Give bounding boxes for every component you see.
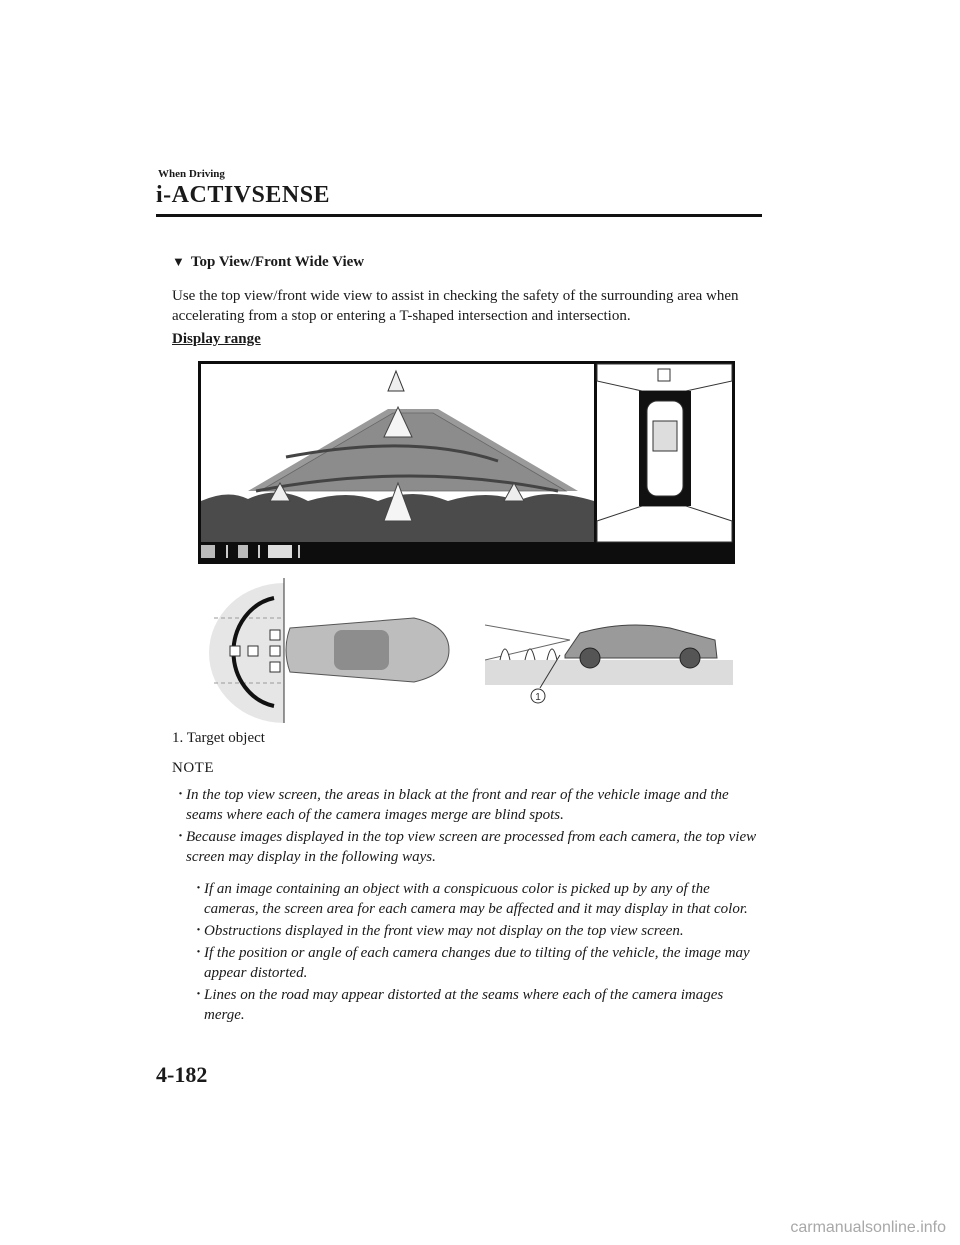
triangle-bullet-icon: ▼	[172, 254, 185, 269]
section-body: Use the top view/front wide view to assist in checking the safety of the surrounding area when accelerating from a stop or entering a T-shaped intersection and intersection.	[172, 288, 739, 324]
section-heading	[172, 254, 364, 271]
section-heading-text: Top View/Front Wide View	[190, 254, 365, 270]
figure-caption: 1. Target object	[172, 730, 265, 746]
camera-screen-illustration	[198, 361, 735, 564]
chapter-title: i-ACTIVSENSE	[156, 182, 331, 208]
note-list	[180, 785, 762, 1027]
note-subitem: · If the position or angle of each camera changes due to tilting of the vehicle, the image may appear distorted.	[198, 943, 762, 983]
watermark: carmanualsonline.info	[790, 1219, 946, 1236]
header-divider	[156, 214, 762, 217]
callout-number: 1	[535, 692, 541, 703]
side-view-target-diagram	[485, 600, 733, 710]
note-subitem: · Obstructions displayed in the front view may not display on the top view screen.	[198, 921, 762, 941]
note-label: NOTE	[172, 760, 214, 776]
note-subitem: · Lines on the road may appear distorted at the seams where each of the camera images merge.	[198, 985, 762, 1025]
display-range-subhead: Display range	[172, 331, 261, 347]
note-item: · In the top view screen, the areas in black at the front and rear of the vehicle image and the seams where each of the camera images merge are blind spots.	[180, 785, 762, 825]
top-view-detection-diagram	[204, 578, 464, 723]
section-label: When Driving	[158, 168, 225, 180]
page-number: 4-182	[156, 1062, 208, 1087]
note-item: · Because images displayed in the top view screen are processed from each camera, the top view screen may display in the following ways.	[180, 827, 762, 867]
note-subitem: · If an image containing an object with a conspicuous color is picked up by any of the cameras, the screen area for each camera may be affected and it may display in that color.	[198, 879, 762, 919]
